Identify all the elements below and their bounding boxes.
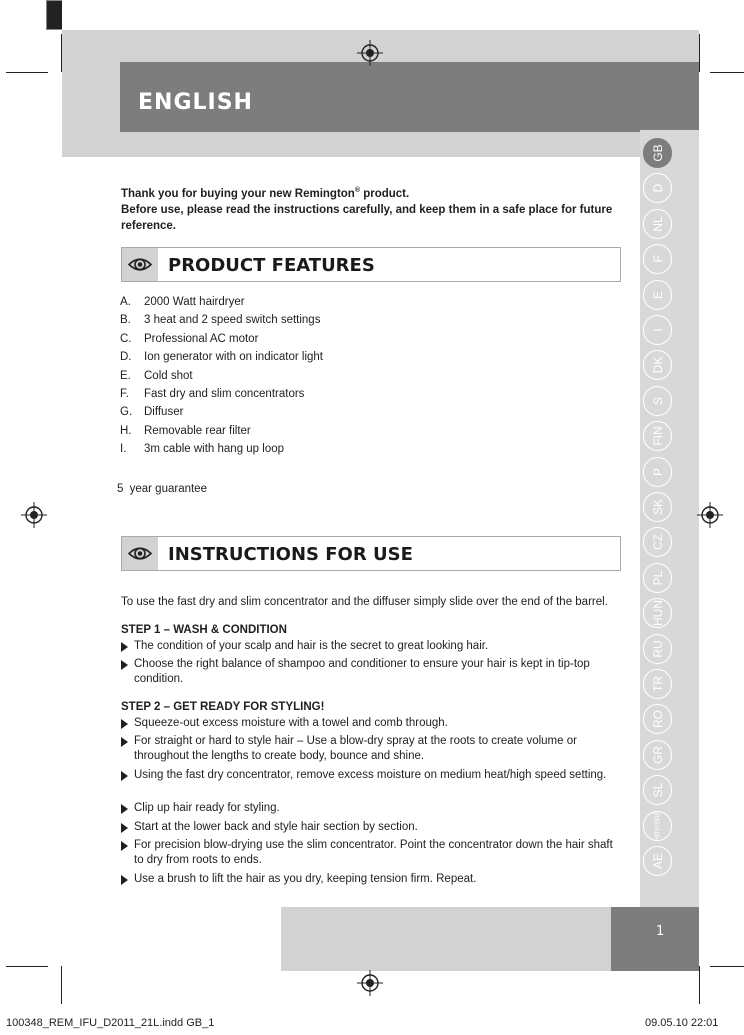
registration-mark-icon [357,40,383,66]
page-title: ENGLISH [138,90,253,115]
intro-line-2: Before use, please read the instructions carefully, and keep them in a safe place for future reference. [121,203,613,232]
guarantee-years: 5 [117,483,124,495]
feature-text: Cold shot [144,369,193,382]
feature-key: I. [120,443,127,456]
bullet-text: Using the fast dry concentrator, remove excess moisture on medium heat/high speed setting. [134,769,607,781]
file-slug: 100348_REM_IFU_D2011_21L.indd GB_1 [6,1017,215,1029]
bullet-text: Choose the right balance of shampoo and conditioner to ensure your hair is kept in tip-top condition. [134,658,590,685]
language-tab-label: GB [650,144,665,162]
language-tab-label: PL [650,570,665,586]
bullet-text: For straight or hard to style hair – Use a blow-dry spray at the roots to create volume or throughout the lengths to create body, bounce and shine. [134,735,577,762]
triangle-bullet-icon [121,771,128,781]
registration-mark-icon [697,502,723,528]
language-tab-label: E [650,290,665,299]
language-tab-label: RU [650,639,665,658]
language-tab-label: HRV/SRB [654,810,661,842]
feature-text: 3 heat and 2 speed switch settings [144,314,321,327]
feature-text: 3m cable with hang up loop [144,443,285,456]
step-1-title: STEP 1 – WASH & CONDITION [121,624,287,636]
language-tab-fin[interactable] [643,421,672,451]
feature-text: 2000 Watt hairdryer [144,296,245,308]
language-tab-label: P [650,467,665,476]
triangle-bullet-icon [121,841,128,851]
bullet-text: Use a brush to lift the hair as you dry, keeping tension firm. Repeat. [134,873,477,885]
language-header [120,62,699,132]
language-tab-e[interactable] [643,280,672,310]
top-margin [62,0,699,30]
feature-text: Ion generator with on indicator light [144,351,323,364]
bullet-item [121,838,619,868]
language-tab-p[interactable] [643,457,672,487]
bullet-text: Start at the lower back and style hair section by section. [134,821,418,833]
language-tab-label: DK [650,357,665,374]
feature-key: C. [120,332,132,345]
triangle-bullet-icon [121,804,128,814]
bullet-text: Clip up hair ready for styling. [134,802,280,814]
language-tab-label: AE [650,852,665,870]
feature-key: B. [120,314,131,327]
language-tab-hun[interactable] [643,598,672,628]
language-tab-ae[interactable] [643,846,672,876]
bullet-text: Squeeze-out excess moisture with a towel and comb through. [134,717,448,729]
bullet-item [121,639,619,654]
bullet-item [121,768,619,783]
registration-mark-icon [357,970,383,996]
language-tab-ru[interactable] [643,634,672,664]
section-title: PRODUCT FEATURES [168,255,375,276]
registration-mark-icon [21,502,47,528]
language-tab-label: I [650,328,665,332]
feature-key: G. [120,406,133,419]
language-tab-nl[interactable] [643,209,672,239]
bullet-item [121,734,619,764]
triangle-bullet-icon [121,823,128,833]
language-tab-sk[interactable] [643,492,672,522]
bullet-item [121,820,619,835]
language-tab-gb[interactable] [643,138,672,168]
language-tab-label: RO [650,710,665,729]
feature-text: Diffuser [144,406,184,419]
feature-key: D. [120,351,132,364]
language-tab-label: GR [650,745,665,764]
feature-key: E. [120,369,131,382]
language-tab-label: FIN [650,426,665,446]
bullet-text: For precision blow-drying use the slim concentrator. Point the concentrator down the hair shaft to dry from roots to ends. [134,839,613,866]
language-tab-f[interactable] [643,244,672,274]
instructions-intro: To use the fast dry and slim concentrator and the diffuser simply slide over the end of the barrel. [121,596,608,608]
language-tab-i[interactable] [643,315,672,345]
bullet-item [121,801,619,816]
triangle-bullet-icon [121,875,128,885]
product-features-header [121,247,621,282]
language-tab-sl[interactable] [643,775,672,805]
triangle-bullet-icon [121,642,128,652]
feature-key: H. [120,424,132,437]
language-tab-label: D [650,184,665,193]
language-tab-label: NL [650,216,665,232]
eye-icon [122,537,158,570]
guarantee [117,483,207,495]
language-tab-label: HUN [650,600,665,627]
triangle-bullet-icon [121,660,128,670]
language-tab-gr[interactable] [643,740,672,770]
date-slug: 09.05.10 22:01 [645,1017,719,1029]
language-tab-hrv-srb[interactable] [643,811,672,841]
language-tab-label: S [650,396,665,405]
triangle-bullet-icon [121,719,128,729]
section-title: INSTRUCTIONS FOR USE [168,544,413,565]
feature-text: Professional AC motor [144,332,259,345]
intro-text [121,183,621,234]
language-tab-label: TR [650,676,665,692]
eye-icon [122,248,158,281]
language-tab-label: F [650,255,665,263]
bullet-item [121,872,619,887]
feature-key: F. [120,388,129,400]
triangle-bullet-icon [121,737,128,747]
language-tab-s[interactable] [643,386,672,416]
bullet-item [121,716,619,731]
feature-key: A. [120,296,131,308]
language-tab-label: SK [650,498,665,516]
feature-text: Fast dry and slim concentrators [144,388,305,400]
intro-line-1: Thank you for buying your new Remington [121,187,355,200]
language-tab-pl[interactable] [643,563,672,593]
page-number: 1 [656,924,665,939]
guarantee-text: year guarantee [129,483,207,495]
feature-text: Removable rear filter [144,424,251,437]
bullet-text: The condition of your scalp and hair is the secret to great looking hair. [134,640,489,652]
step-2-title: STEP 2 – GET READY FOR STYLING! [121,701,325,713]
language-tab-tr[interactable] [643,669,672,699]
page-number-box [611,907,699,971]
language-tab-label: SL [650,782,665,798]
language-tab-label: CZ [650,534,665,551]
registered-mark: ® [354,187,361,194]
instructions-header [121,536,621,571]
bullet-item [121,657,619,687]
intro-line-1-suffix: product. [360,187,410,200]
